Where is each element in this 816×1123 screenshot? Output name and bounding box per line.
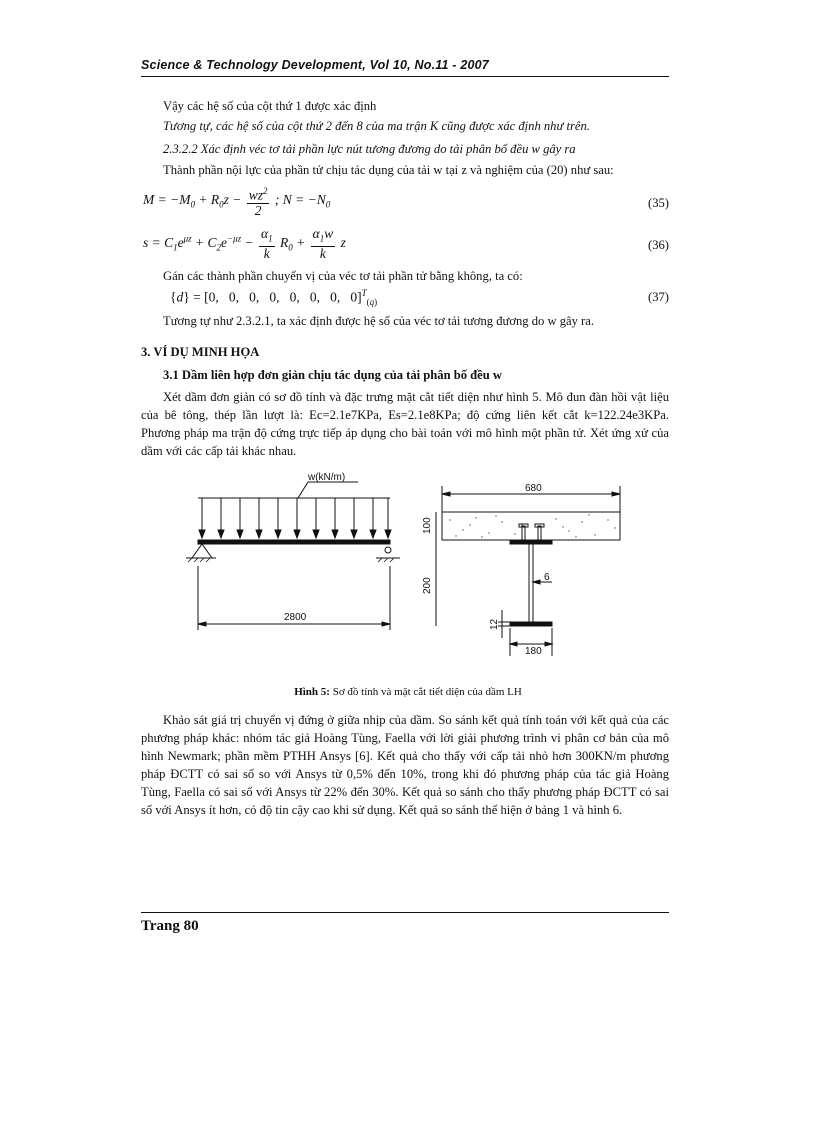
bottom-flange [510,622,552,626]
text-line: Thành phần nội lực của phần tử chịu tác dụng của tải w tại z và nghiệm của (20) như sau: [163,163,614,177]
pin-support [192,544,212,558]
figure-caption [0,686,816,698]
caption-label: Hình 5: [294,686,330,698]
slab-thk-label: 100 [422,517,433,534]
text-line: Vậy các hệ số của cột thứ 1 được xác định [163,99,377,113]
roller-support [385,547,391,553]
journal-header: Science & Technology Development, Vol 10, No.11 - 2007 [141,58,489,72]
span-label: 2800 [284,612,307,623]
beam [198,540,390,544]
concrete-slab [442,512,620,540]
load-label: w(kN/m) [308,472,346,483]
top-flange [510,540,552,544]
equation-35: $M = -M_0 + R_0z$ − $\frac{wz^2}{2}$ ; $N = -N_0$ [143,186,331,218]
text-line: Gán các thành phần chuyển vị của véc tơ tải phần tử bằng không, ta có: [163,269,523,283]
paragraph: Khảo sát giá trị chuyển vị đứng ở giữa nhịp của dầm. So sánh kết quả tính toán với kết quả của các phương pháp khác: nhóm tác giả Hoàng Tùng, Faella với lời giải phương trình vi phân cơ bản của mô hình Newmark; phần mềm PTHH Ansys [6]. Kết quả cho thấy với cấp tải nhỏ hơn 300KN/m phương pháp ĐCTT có sai số so với Ansys từ 0,5% đến 10%, trong khi đó phương pháp của tác giả Hoàng Tùng, Faella có sai số với Ansys từ 22% đến 30%. Kết quả so sánh cho thấy phương pháp ĐCTT có sai số với Ansys ít hơn, có độ tin cậy cao khi sử dụng. Kết quả so sánh thể hiện ở bảng 1 và hình 6. [141,713,669,817]
paragraph: Xét dầm đơn giản có sơ đồ tính và đặc trưng mặt cắt tiết diện như hình 5. Mô đun đàn hồi vật liệu của bê tông, thép lần lượt là: Ec=2.1e7KPa, Es=2.1e8KPa; độ cứng liên kết cắt k=122.24e3KPa. Phương pháp ma trận độ cứng trực tiếp áp dụng cho bài toán với mô hình một phần tử. Xét ứng xử của dầm với các cấp tải khác nhau. [141,390,669,458]
page-number: Trang 80 [141,918,199,934]
subsection-heading: 2.3.2.2 Xác định véc tơ tải phần lực nút tương đương do tải phân bố đều w gây ra [163,142,576,156]
text-line: Tương tự, các hệ số của cột thứ 2 đến 8 của ma trận K cũng được xác định như trên. [163,119,590,133]
equation-number: (35) [648,196,669,210]
header-rule [141,76,669,77]
text-line: Tương tự như 2.3.2.1, ta xác định được hệ số của véc tơ tải tương đương do w gây ra. [163,314,594,328]
figure-5 [180,470,640,670]
flange-width-label: 180 [525,646,542,657]
equation-36: $s = C_1e^{\mu z} + C_2e^{-\mu z}$ − $\frac{\alpha_1}{k}$ $R_0$ + $\frac{\alpha_1w}{k}$ z [143,226,346,261]
footer-rule [141,912,669,913]
web-height-label: 200 [422,577,433,594]
flange-thk-label: 12 [489,618,500,630]
section-heading: 3. VÍ DỤ MINH HỌA [141,345,260,359]
subsection-heading: 3.1 Dầm liên hợp đơn giản chịu tác dụng của tải phân bố đều w [163,368,503,382]
equation-number: (37) [648,290,669,304]
load-arrows [199,498,391,538]
web [529,544,533,622]
equation-number: (36) [648,238,669,252]
web-thk-label: 6 [544,572,550,583]
slab-width-label: 680 [525,483,542,494]
equation-37: {d} = [0, 0, 0, 0, 0, 0, 0, 0]$^T_{(q)}$ [170,288,378,308]
caption-text: Sơ đồ tính và mặt cắt tiết diện của dầm LH [329,686,522,698]
